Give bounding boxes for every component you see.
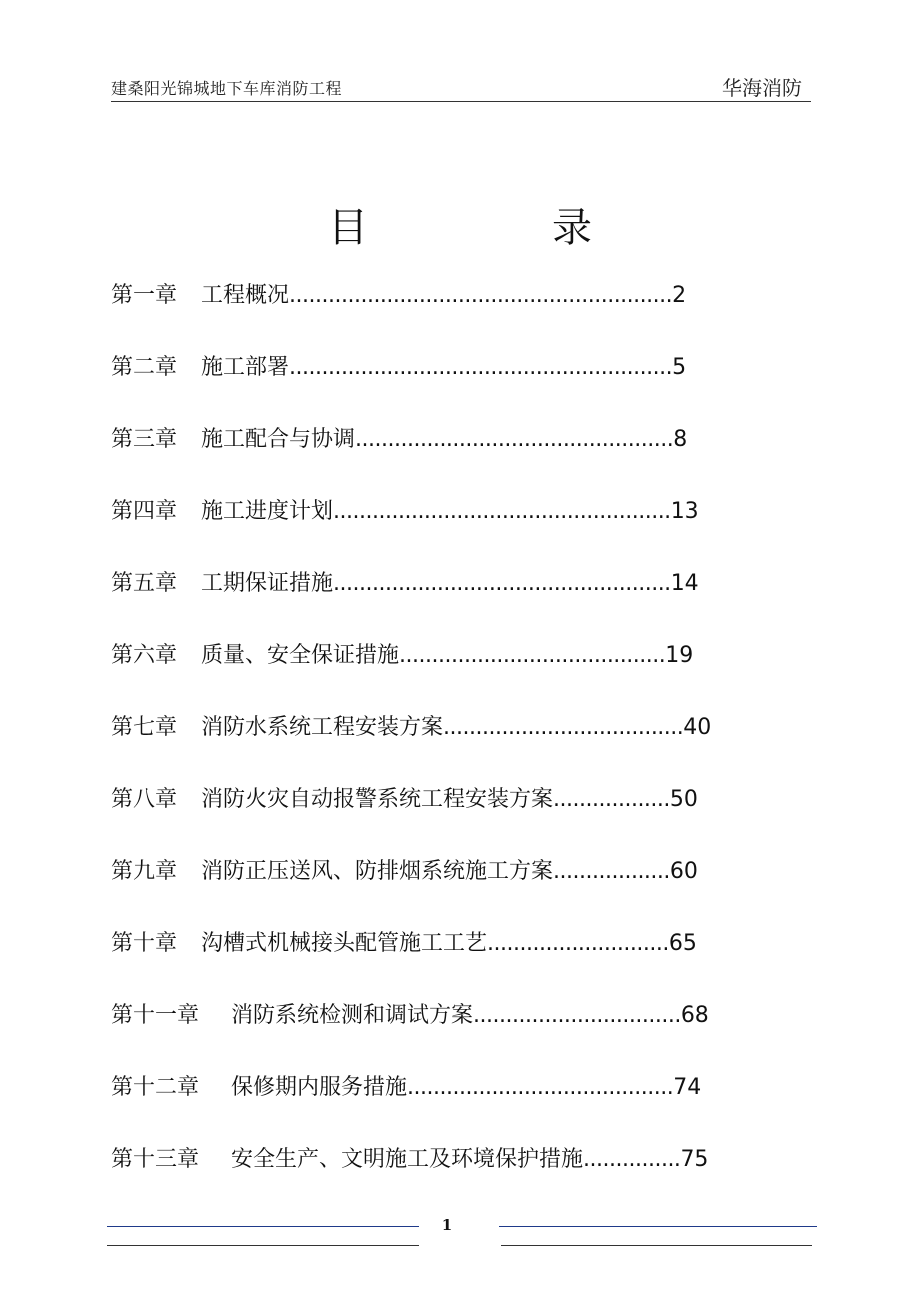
toc-page-number: 14 [670, 571, 699, 596]
toc-entry-7[interactable] [111, 710, 711, 746]
header-company-name: 华海消防 [722, 76, 802, 100]
footer-rule-left-top [107, 1226, 419, 1227]
toc-entry-11[interactable] [111, 998, 709, 1034]
toc-chapter-number: 第二章 [111, 355, 178, 380]
toc-leader-dots: .................................................... [333, 571, 671, 596]
toc-page-number: 50 [669, 787, 698, 812]
toc-chapter-title: 施工进度计划 [201, 499, 334, 524]
toc-page-number: 65 [668, 931, 697, 956]
toc-chapter-number: 第九章 [111, 859, 178, 884]
toc-chapter-title: 施工配合与协调 [201, 427, 356, 452]
toc-chapter-title: 工程概况 [201, 283, 290, 308]
toc-leader-dots: ........................................................... [289, 283, 673, 308]
toc-leader-dots: ............... [583, 1147, 681, 1172]
toc-leader-dots: ................................ [473, 1003, 681, 1028]
toc-chapter-number: 第十一章 [111, 1003, 200, 1028]
toc-page-number: 19 [665, 643, 694, 668]
toc-chapter-number: 第十三章 [111, 1147, 200, 1172]
toc-chapter-title: 施工部署 [201, 355, 290, 380]
footer-rule-right-top [499, 1226, 817, 1227]
toc-page-number: 13 [670, 499, 699, 524]
toc-leader-dots: ......................................... [399, 643, 666, 668]
toc-chapter-number: 第六章 [111, 643, 178, 668]
toc-chapter-number: 第十章 [111, 931, 178, 956]
toc-entry-8[interactable] [111, 782, 698, 818]
toc-chapter-title: 消防系统检测和调试方案 [231, 1003, 474, 1028]
toc-chapter-title: 消防水系统工程安装方案 [201, 715, 444, 740]
toc-leader-dots: ........................................................... [289, 355, 673, 380]
toc-chapter-number: 第四章 [111, 499, 178, 524]
toc-entry-2[interactable] [111, 350, 686, 386]
toc-entry-5[interactable] [111, 566, 699, 602]
toc-leader-dots: ......................................... [407, 1075, 674, 1100]
toc-chapter-title: 保修期内服务措施 [231, 1075, 408, 1100]
page-number: 1 [441, 1216, 453, 1234]
toc-entry-1[interactable] [111, 278, 686, 314]
header-project-title: 建桑阳光锦城地下车库消防工程 [111, 79, 343, 98]
toc-page-number: 5 [672, 355, 687, 380]
footer-rule-left-bottom [107, 1245, 419, 1246]
toc-page-number: 60 [669, 859, 698, 884]
page-title: 目 录 [328, 205, 664, 251]
toc-chapter-number: 第一章 [111, 283, 178, 308]
toc-leader-dots: ................................................. [355, 427, 674, 452]
toc-chapter-number: 第七章 [111, 715, 178, 740]
toc-chapter-title: 质量、安全保证措施 [201, 643, 400, 668]
toc-chapter-title: 工期保证措施 [201, 571, 334, 596]
toc-chapter-title: 消防正压送风、防排烟系统施工方案 [201, 859, 554, 884]
toc-leader-dots: .................. [553, 859, 670, 884]
toc-entry-4[interactable] [111, 494, 699, 530]
toc-page-number: 40 [683, 715, 712, 740]
toc-page-number: 68 [680, 1003, 709, 1028]
toc-leader-dots: .................. [553, 787, 670, 812]
toc-chapter-title: 消防火灾自动报警系统工程安装方案 [201, 787, 554, 812]
toc-page-number: 8 [673, 427, 688, 452]
toc-entry-13[interactable] [111, 1142, 708, 1178]
toc-leader-dots: ............................ [487, 931, 669, 956]
header-divider [111, 101, 811, 102]
toc-page-number: 75 [680, 1147, 709, 1172]
toc-entry-10[interactable] [111, 926, 697, 962]
toc-page-number: 2 [672, 283, 687, 308]
toc-chapter-number: 第五章 [111, 571, 178, 596]
toc-page-number: 74 [673, 1075, 702, 1100]
footer-rule-right-bottom [501, 1245, 812, 1246]
toc-chapter-number: 第八章 [111, 787, 178, 812]
toc-chapter-number: 第三章 [111, 427, 178, 452]
toc-entry-3[interactable] [111, 422, 687, 458]
toc-chapter-number: 第十二章 [111, 1075, 200, 1100]
toc-entry-6[interactable] [111, 638, 693, 674]
toc-entry-9[interactable] [111, 854, 698, 890]
toc-leader-dots: .................................................... [333, 499, 671, 524]
toc-chapter-title: 安全生产、文明施工及环境保护措施 [231, 1147, 584, 1172]
toc-leader-dots: ..................................... [443, 715, 684, 740]
toc-chapter-title: 沟槽式机械接头配管施工工艺 [201, 931, 488, 956]
toc-entry-12[interactable] [111, 1070, 701, 1106]
